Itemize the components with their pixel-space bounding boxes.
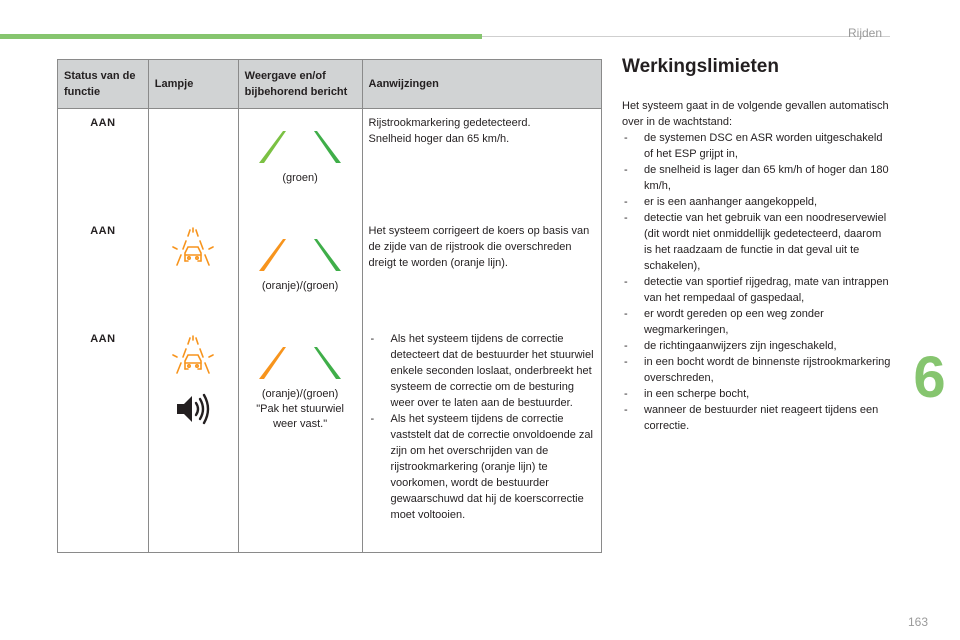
- section-label: Rijden: [848, 26, 883, 40]
- status-cell: AAN: [58, 217, 149, 325]
- lane-lines-green-icon: [255, 129, 345, 165]
- left-lane-line: [259, 347, 286, 379]
- notes-cell: [362, 109, 601, 217]
- right-lane-line: [314, 239, 341, 271]
- display-cell: [238, 109, 362, 217]
- note-item: - Als het systeem tijdens de correctie vaststelt dat de correctie onvoldoende zal zijn om het overschrijden van de rijstrookmarkering (oranje lijn) te voorkomen, wordt de bestuurder gewaarschuwd dat hij de koerscorrectie moet voltooien.: [369, 411, 595, 523]
- lamp-cell: [148, 217, 238, 325]
- lane-lines-orange-green-icon: [255, 345, 345, 381]
- list-item: - de richtingaanwijzers zijn ingeschakeld,: [622, 338, 892, 354]
- header-display: Weergave en/of bijbehorend bericht: [238, 60, 362, 109]
- note-line: Rijstrookmarkering gedetecteerd.: [368, 117, 531, 129]
- table-row: [58, 217, 602, 325]
- limits-intro: Het systeem gaat in de volgende gevallen automatisch over in de wachtstand:: [622, 100, 889, 128]
- notes-cell: [362, 217, 601, 325]
- list-item: - detectie van sportief rijgedrag, mate van intrappen van het rempedaal of gaspedaal,: [622, 274, 892, 306]
- limits-section: [622, 56, 892, 434]
- list-item: - de systemen DSC en ASR worden uitgeschakeld of het ESP grijpt in,: [622, 130, 892, 162]
- top-divider-line: [482, 36, 890, 37]
- header-notes: Aanwijzingen: [362, 60, 601, 109]
- list-item: - er wordt gereden op een weg zonder wegmarkeringen,: [622, 306, 892, 338]
- status-cell: AAN: [58, 325, 149, 553]
- display-caption: (oranje)/(groen): [261, 387, 339, 400]
- left-lane-line: [259, 131, 286, 163]
- display-message: "Pak het stuurwiel weer vast.": [256, 402, 344, 430]
- right-lane-line: [314, 131, 341, 163]
- list-item: - wanneer de bestuurder niet reageert tijdens een correctie.: [622, 402, 892, 434]
- speaker-sound-icon: [173, 392, 213, 426]
- lamp-cell: [148, 325, 238, 553]
- header-lamp: Lampje: [148, 60, 238, 109]
- left-lane-line: [259, 239, 286, 271]
- list-item: - er is een aanhanger aangekoppeld,: [622, 194, 892, 210]
- display-cell: [238, 217, 362, 325]
- note-item: - Als het systeem tijdens de correctie detecteert dat de bestuurder het stuurwiel enkele seconden loslaat, onderbreekt het systeem de correctie om de besturing weer over te laten aan de bestuurder.: [369, 331, 595, 411]
- chapter-tab: [899, 322, 960, 432]
- page-number: 163: [908, 615, 929, 629]
- display-caption: (oranje)/(groen): [261, 279, 339, 292]
- lane-departure-warning-icon: [171, 225, 215, 271]
- status-cell: AAN: [58, 109, 149, 217]
- table-row: [58, 109, 602, 217]
- indicator-table: [57, 59, 602, 553]
- limits-list: [622, 130, 892, 434]
- lane-departure-warning-icon: [171, 333, 215, 379]
- display-caption: (groen): [282, 172, 318, 184]
- notes-list: [369, 331, 595, 523]
- list-item: - in een bocht wordt de binnenste rijstrookmarkering overschreden,: [622, 354, 892, 386]
- lamp-cell: [148, 109, 238, 217]
- list-item: - detectie van het gebruik van een noodreservewiel (dit wordt niet onmiddellijk gedetecteerd, daarom is het raadzaam de functie in dat geval uit te schakelen),: [622, 210, 892, 274]
- top-accent-bar: [0, 34, 482, 39]
- table-row: [58, 325, 602, 553]
- header-status: Status van de functie: [58, 60, 149, 109]
- list-item: - de snelheid is lager dan 65 km/h of hoger dan 180 km/h,: [622, 162, 892, 194]
- note-line: Snelheid hoger dan 65 km/h.: [368, 133, 510, 145]
- limits-title: Werkingslimieten: [622, 56, 779, 77]
- chapter-number: 6: [913, 344, 946, 410]
- notes-cell: [362, 325, 601, 553]
- table-header-row: [58, 60, 602, 109]
- list-item: - in een scherpe bocht,: [622, 386, 892, 402]
- lane-lines-orange-green-icon: [255, 237, 345, 273]
- display-cell: [238, 325, 362, 553]
- note-line: Het systeem corrigeert de koers op basis van de zijde van de rijstrook die overschreden dreigt te worden (oranje lijn).: [368, 224, 590, 269]
- right-lane-line: [314, 347, 341, 379]
